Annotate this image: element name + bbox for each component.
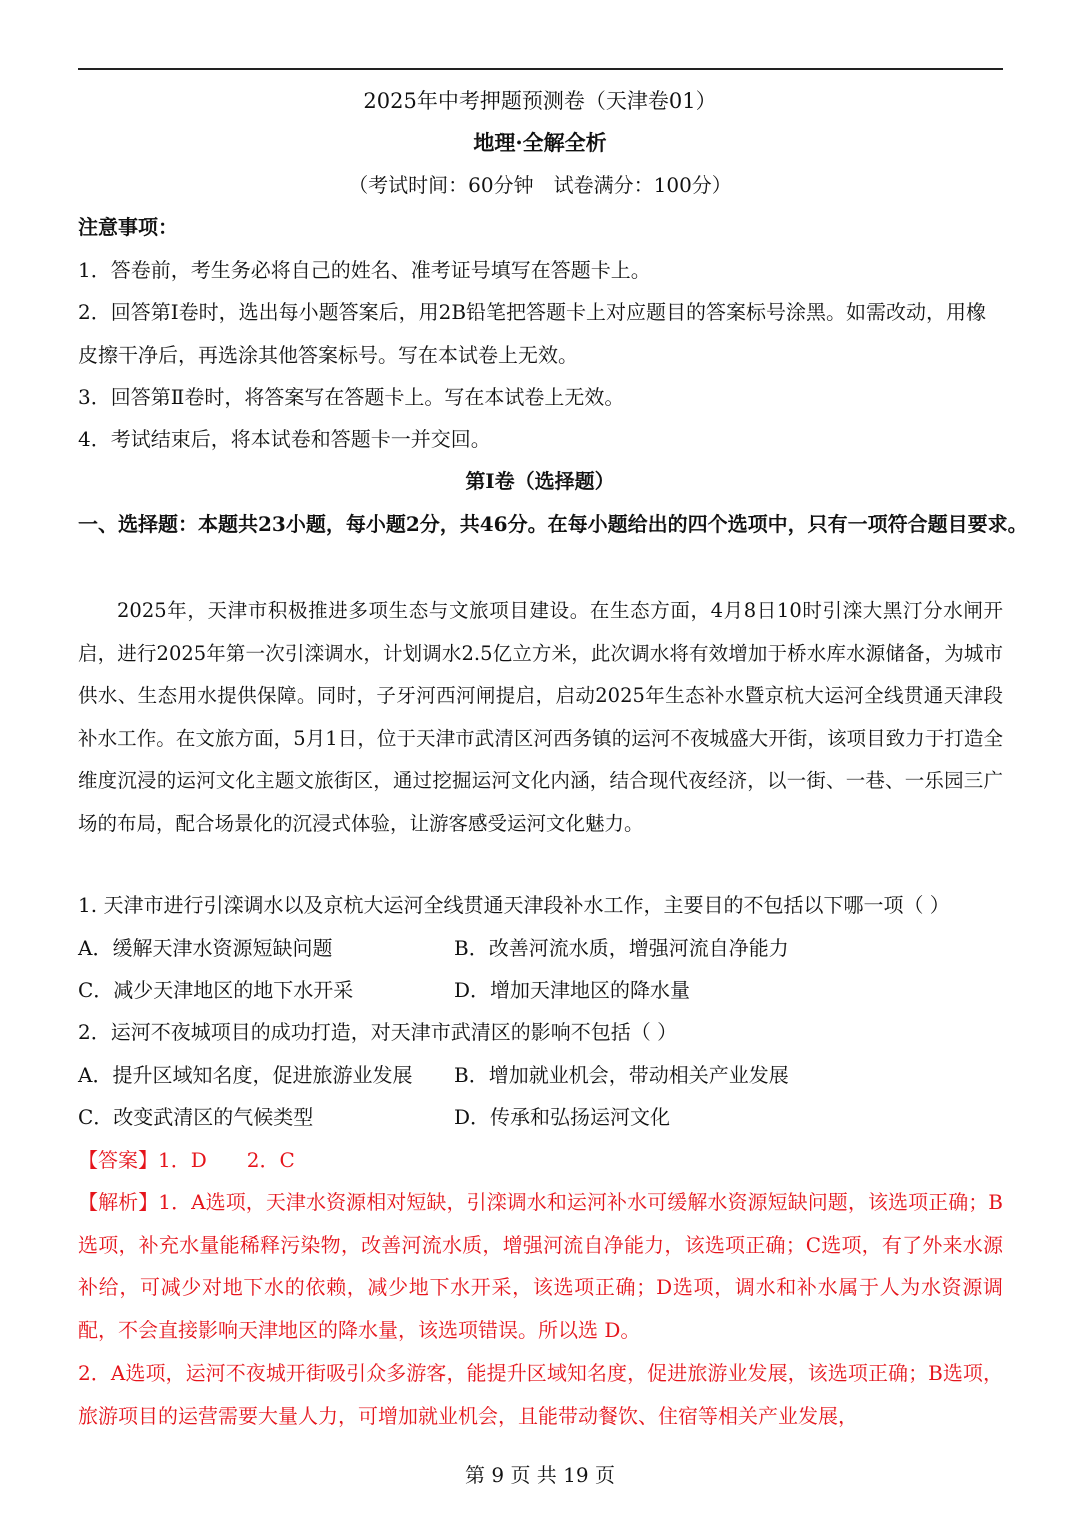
page-number: 第 9 页 共 19 页 <box>465 1463 615 1487</box>
notes-heading: 注意事项： <box>78 215 178 239</box>
exam-info: （考试时间：60分钟 试卷满分：100分） <box>348 173 732 197</box>
question-1-option-a: A．缓解天津水资源短缺问题 <box>78 936 333 960</box>
analysis-text-1: 1．A选项，天津水资源相对短缺，引滦调水和运河补水可缓解水资源短缺问题，该选项正确；B选项，补充水量能稀释污染物，改善河流水质，增强河流自净能力，该选项正确；C选项，有了外来水源补给，可减少对地下水的依赖，减少地下水开采，该选项正确；D选项，调水和补水属于人为水资源调配，不会直接影响天津地区的降水量，该选项错误。所以选 D。 <box>78 1190 1003 1342</box>
question-2-option-a: A．提升区域知名度，促进旅游业发展 <box>78 1063 413 1087</box>
page-title: 2025年中考押题预测卷（天津卷01） <box>363 89 717 113</box>
answer-line <box>78 1145 295 1175</box>
answer-label: 【答案】 <box>78 1148 158 1172</box>
question-2-option-c: C．改变武清区的气候类型 <box>78 1105 314 1129</box>
analysis-paragraph-1 <box>78 1181 1003 1351</box>
note-item-4: 4．考试结束后，将本试卷和答题卡一并交回。 <box>78 427 491 451</box>
analysis-paragraph-2: 2．A选项，运河不夜城开街吸引众多游客，能提升区域知名度，促进旅游业发展，该选项正确；B选项，旅游项目的运营需要大量人力，可增加就业机会，且能带动餐饮、住宿等相关产业发展， <box>78 1361 1003 1428</box>
top-rule <box>78 68 1003 70</box>
question-1-option-c: C．减少天津地区的地下水开采 <box>78 978 354 1002</box>
note-item-1: 1．答卷前，考生务必将自己的姓名、准考证号填写在答题卡上。 <box>78 258 651 282</box>
question-1-stem: 1. 天津市进行引滦调水以及京杭大运河全线贯通天津段补水工作，主要目的不包括以下哪一项（ ） <box>78 893 950 917</box>
reading-passage: 2025年，天津市积极推进多项生态与文旅项目建设。在生态方面，4月8日10时引滦大黑汀分水闸开启，进行2025年第一次引滦调水，计划调水2.5亿立方米，此次调水将有效增加于桥水库水源储备，为城市供水、生态用水提供保障。同时，子牙河西河闸提启，启动2025年生态补水暨京杭大运河全线贯通天津段补水工作。在文旅方面，5月1日，位于天津市武清区河西务镇的运河不夜城盛大开街，该项目致力于打造全维度沉浸的运河文化主题文旅街区，通过挖掘运河文化内涵，结合现代夜经济，以一街、一巷、一乐园三广场的布局，配合场景化的沉浸式体验，让游客感受运河文化魅力。 <box>78 599 1003 835</box>
answer-text: 1．D 2．C <box>158 1148 295 1172</box>
note-item-3: 3．回答第Ⅱ卷时，将答案写在答题卡上。写在本试卷上无效。 <box>78 385 625 409</box>
section-instruction: 一、选择题：本题共23小题，每小题2分，共46分。在每小题给出的四个选项中，只有一项符合题目要求。 <box>78 512 1028 536</box>
question-2-stem: 2．运河不夜城项目的成功打造，对天津市武清区的影响不包括（ ） <box>78 1020 678 1044</box>
question-2-option-b: B．增加就业机会，带动相关产业发展 <box>454 1063 789 1087</box>
page-subtitle: 地理·全解全析 <box>473 130 607 155</box>
note-item-2: 2．回答第Ⅰ卷时，选出每小题答案后，用2B铅笔把答题卡上对应题目的答案标号涂黑。如需改动，用橡皮擦干净后，再选涂其他答案标号。写在本试卷上无效。 <box>78 300 987 367</box>
analysis-label: 【解析】 <box>78 1190 159 1214</box>
question-1-option-b: B．改善河流水质，增强河流自净能力 <box>454 936 789 960</box>
question-2-option-d: D．传承和弘扬运河文化 <box>454 1105 671 1129</box>
question-1-option-d: D．增加天津地区的降水量 <box>454 978 691 1002</box>
section-title: 第Ⅰ卷（选择题） <box>465 469 615 493</box>
